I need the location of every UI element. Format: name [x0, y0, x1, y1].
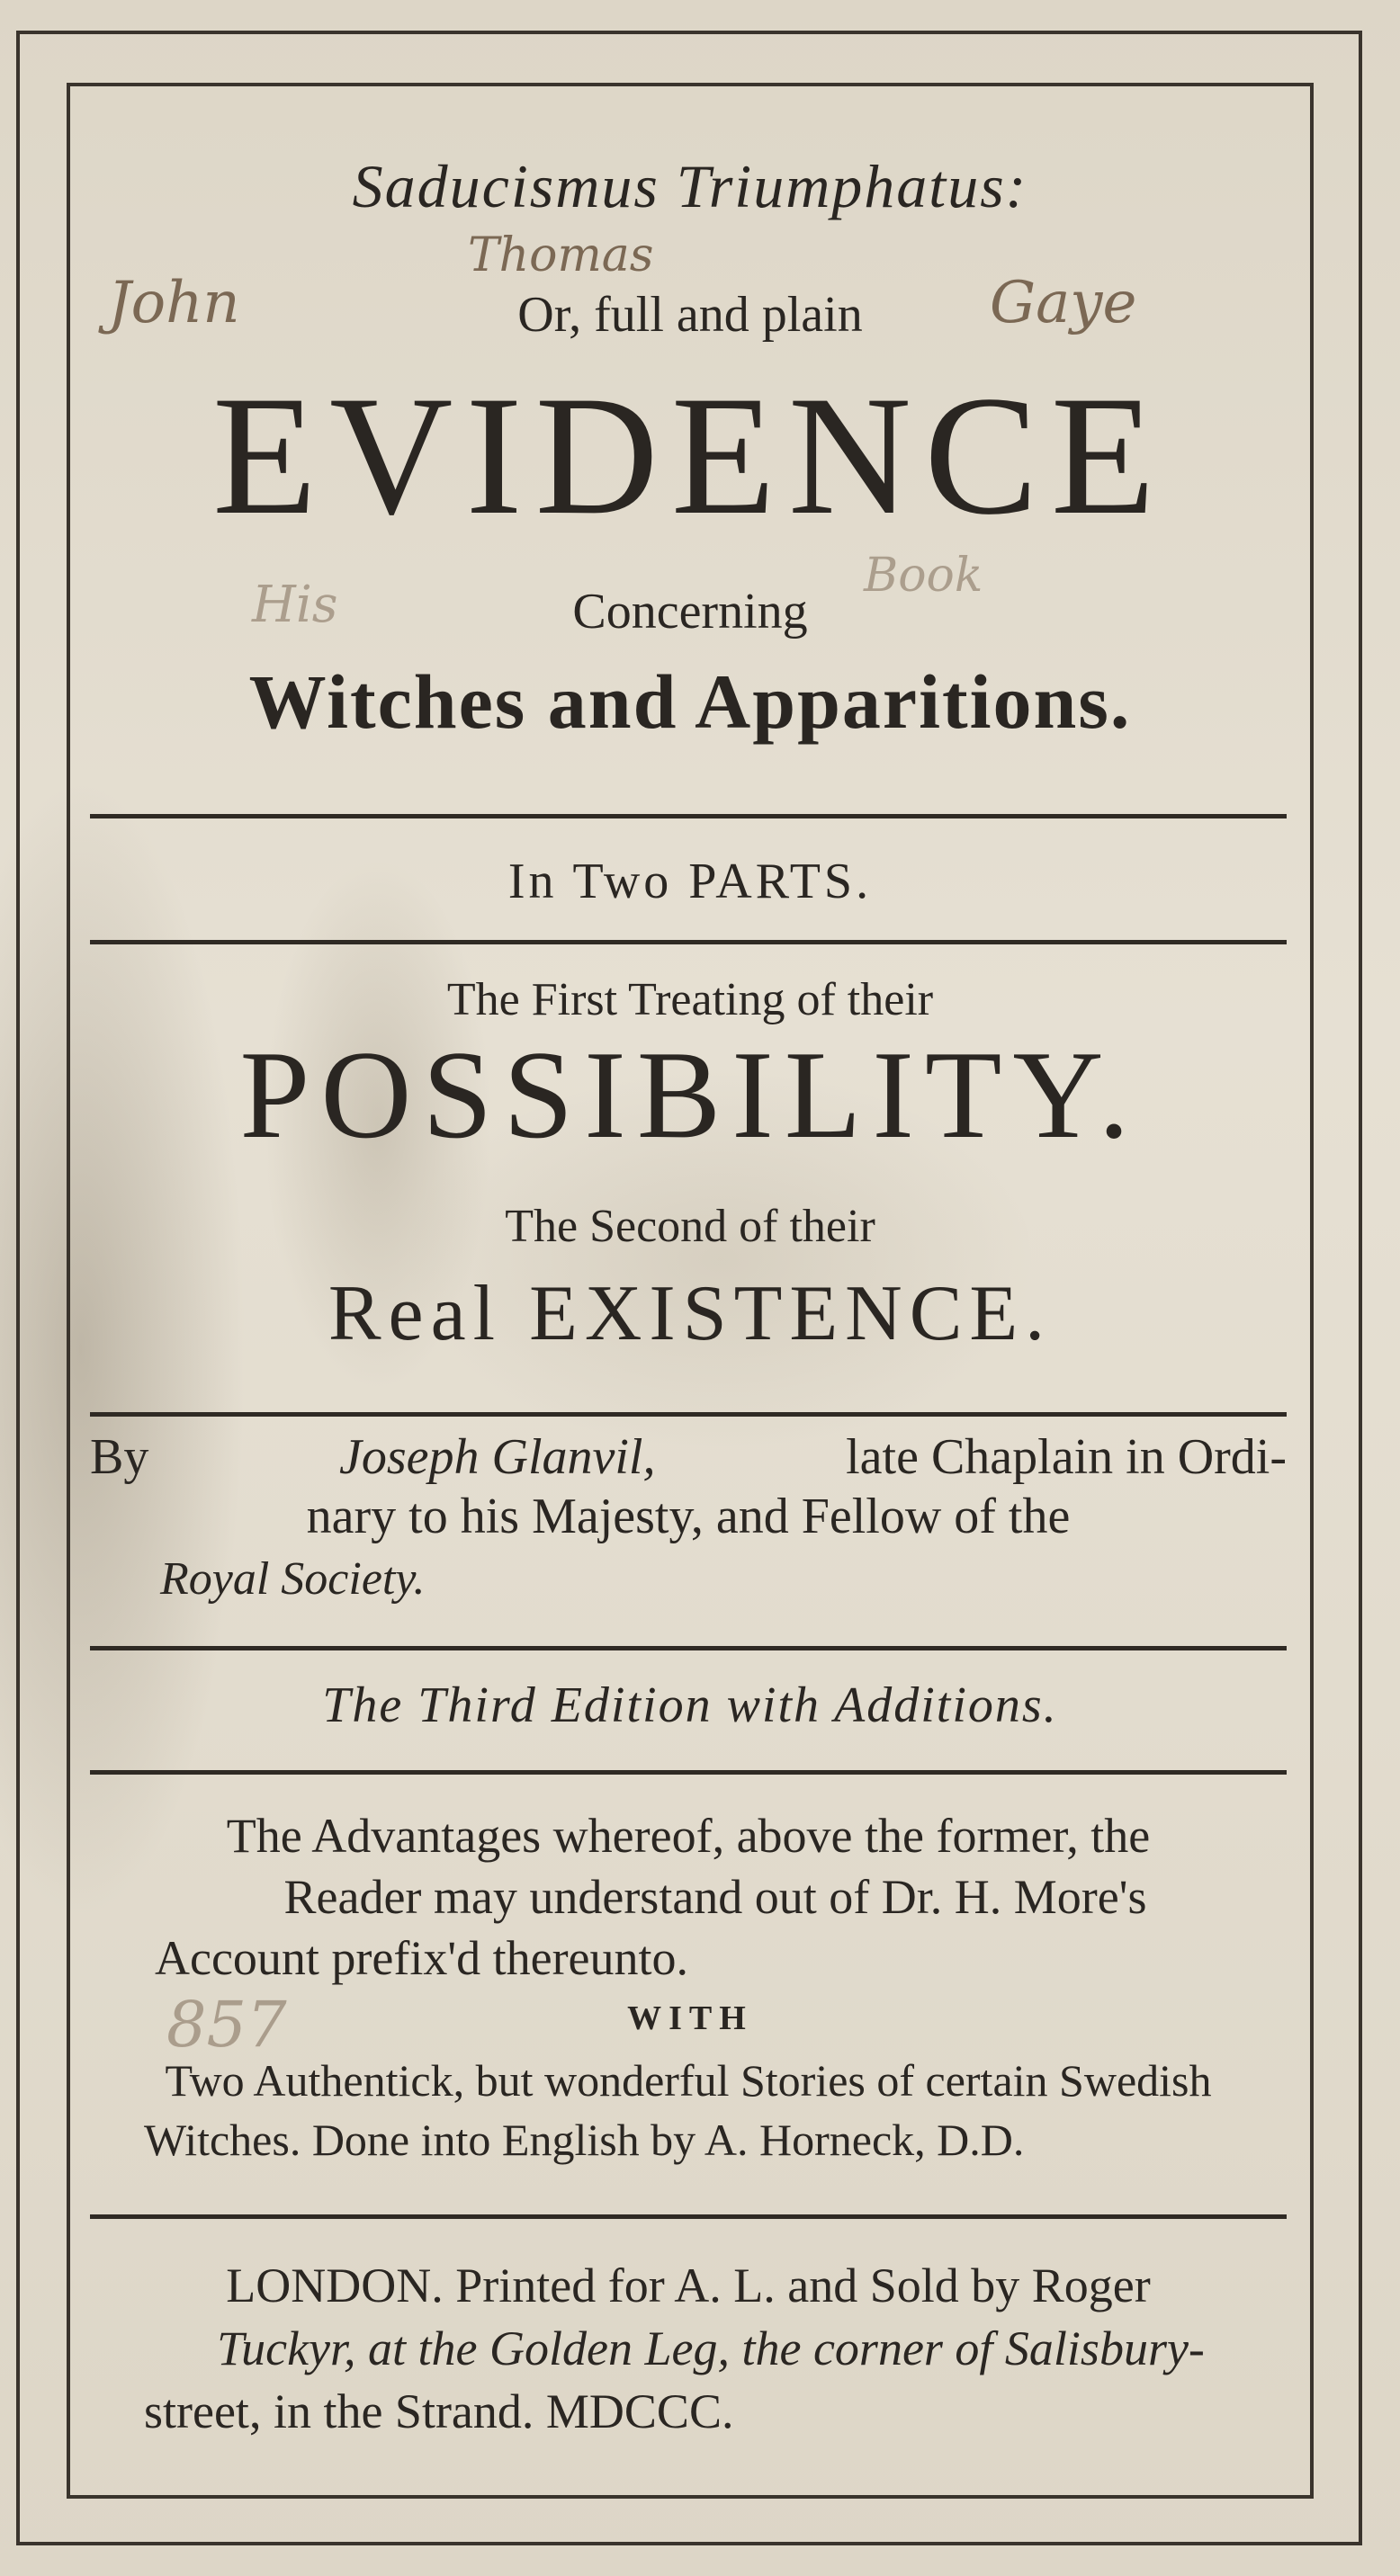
author-name: Joseph Glanvil, — [339, 1429, 656, 1485]
handwriting-john: John — [108, 270, 240, 336]
author-line-1 — [90, 1428, 1287, 1486]
handwriting-gaye: Gaye — [990, 270, 1137, 336]
real-existence: Real EXISTENCE. — [328, 1270, 1053, 1357]
rule-1 — [90, 814, 1287, 818]
with-label: WITH — [627, 1999, 753, 2037]
handwriting-his: His — [252, 576, 338, 634]
imprint-line-1: LONDON. Printed for A. L. and Sold by Roger — [226, 2258, 1151, 2312]
author-by: By — [90, 1429, 149, 1485]
imprint-line-2: Tuckyr, at the Golden Leg, the corner of Salisbury- — [217, 2321, 1205, 2375]
rule-3 — [90, 1412, 1287, 1417]
parts: In Two PARTS. — [507, 854, 873, 909]
handwriting-shelfmark: 857 — [166, 1988, 287, 2062]
topic: Witches and Apparitions. — [248, 658, 1132, 745]
second-of-their: The Second of their — [505, 1201, 875, 1252]
rule-5 — [90, 1770, 1287, 1775]
handwriting-thomas: Thomas — [468, 228, 654, 282]
first-treating: The First Treating of their — [446, 974, 934, 1025]
edition: The Third Edition with Additions. — [322, 1677, 1058, 1733]
advantages-line-2: Reader may understand out of Dr. H. More's — [283, 1870, 1147, 1924]
author-line-3: Royal Society. — [160, 1553, 426, 1605]
main-word-evidence: EVIDENCE — [212, 362, 1168, 550]
title-italic: Saducismus Triumphatus: — [352, 152, 1028, 220]
author-line-1-rest: late Chaplain in Ordi- — [846, 1429, 1287, 1485]
stories-line-1: Two Authentick, but wonderful Stories of certain Swedish — [165, 2055, 1212, 2106]
handwriting-book: Book — [864, 549, 983, 603]
stories-line-2: Witches. Done into English by A. Horneck, D.D. — [144, 2115, 1025, 2165]
possibility: POSSIBILITY. — [239, 1025, 1141, 1165]
rule-6 — [90, 2214, 1287, 2219]
subtitle: Or, full and plain — [517, 287, 863, 343]
imprint-line-3: street, in the Strand. MDCCC. — [144, 2384, 734, 2438]
concerning: Concerning — [572, 584, 808, 640]
advantages-line-3: Account prefix'd thereunto. — [155, 1931, 689, 1985]
rule-2 — [90, 940, 1287, 944]
advantages-line-1: The Advantages whereof, above the former, the — [226, 1809, 1151, 1863]
rule-4 — [90, 1646, 1287, 1650]
author-line-2: nary to his Majesty, and Fellow of the — [306, 1489, 1071, 1544]
